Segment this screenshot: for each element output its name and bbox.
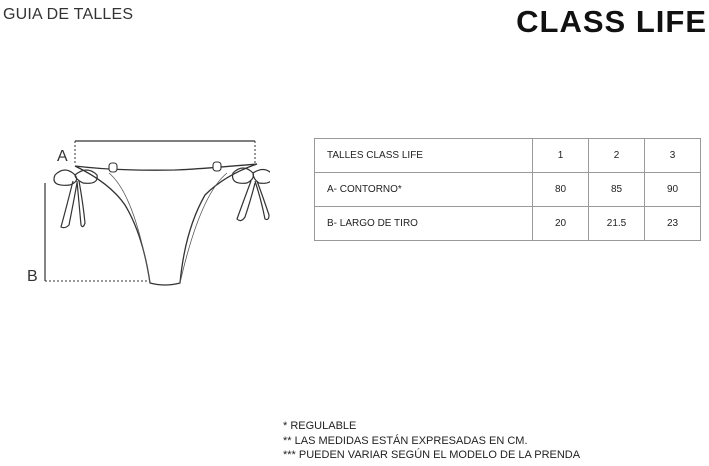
footnotes	[283, 419, 580, 463]
table-row	[315, 173, 701, 207]
table-cell: 80	[533, 173, 589, 207]
table-header-cell: TALLES CLASS LIFE	[315, 139, 533, 173]
label-a: A	[57, 148, 68, 165]
table-cell: 23	[645, 207, 701, 241]
table-cell: A- CONTORNO*	[315, 173, 533, 207]
table-header-row	[315, 139, 701, 173]
footnote: * REGULABLE	[283, 420, 357, 432]
table-cell: 85	[589, 173, 645, 207]
footnote: ** LAS MEDIDAS ESTÁN EXPRESADAS EN CM.	[283, 434, 528, 447]
brand-logo: CLASS LIFE	[516, 4, 707, 39]
table-header-cell: 3	[645, 139, 701, 173]
table-cell: 90	[645, 173, 701, 207]
table-header-cell: 2	[589, 139, 645, 173]
table-header-cell: 1	[533, 139, 589, 173]
page-title: GUIA DE TALLES	[3, 6, 134, 23]
table-row	[315, 207, 701, 241]
label-b: B	[27, 268, 38, 285]
size-table	[314, 138, 701, 241]
table-cell: B- LARGO DE TIRO	[315, 207, 533, 241]
table-cell: 20	[533, 207, 589, 241]
bikini-bottom-diagram	[25, 135, 270, 295]
table-cell: 21.5	[589, 207, 645, 241]
footnote: *** PUEDEN VARIAR SEGÚN EL MODELO DE LA PRENDA	[283, 449, 581, 461]
